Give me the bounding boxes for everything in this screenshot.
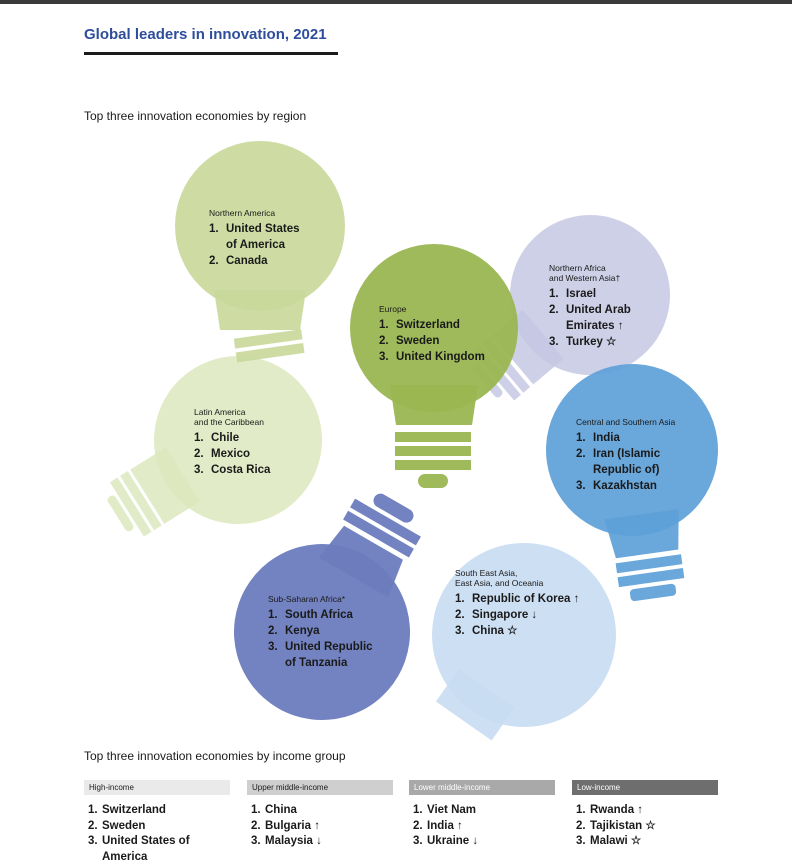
ranked-item [572, 834, 718, 850]
ranked-item [549, 286, 631, 302]
ranked-list [549, 286, 631, 350]
ranked-list [379, 317, 485, 365]
ranked-item [455, 607, 579, 623]
economy-name: United Kingdom [396, 351, 485, 363]
ranked-item [194, 462, 270, 478]
ranked-item [247, 834, 393, 850]
ranked-item [549, 302, 631, 334]
economy-name: United Arab Emirates ↑ [566, 304, 631, 332]
ranked-item [209, 221, 300, 253]
economy-name: Kazakhstan [593, 480, 657, 492]
ranked-item [247, 819, 393, 835]
rank-number: 2. [268, 625, 278, 637]
rank-number: 2. [413, 819, 423, 832]
ranked-item [247, 803, 393, 819]
economy-name: Bulgaria ↑ [265, 819, 320, 832]
ranked-item [576, 446, 675, 478]
income-group-upper-middle [247, 780, 393, 850]
region-northern-america [209, 208, 300, 269]
ranked-item [379, 349, 485, 365]
economy-name: Chile [211, 432, 240, 444]
economy-name: China [265, 804, 297, 816]
ranked-item [409, 819, 555, 835]
region-name: South East Asia, East Asia, and Oceania [455, 568, 544, 588]
rank-number: 2. [379, 335, 389, 347]
region-europe [379, 304, 485, 365]
ranked-item [549, 334, 631, 350]
economy-name: Mexico [211, 448, 250, 460]
economy-name: Singapore ↓ [472, 609, 538, 621]
regions-heading: Top three innovation economies by region [84, 109, 307, 123]
ranked-item [409, 803, 555, 819]
ranked-item [268, 639, 373, 671]
ranked-item [455, 623, 579, 639]
income-group-header: High-income [84, 780, 230, 795]
region-name: Europe [379, 304, 407, 314]
ranked-list [409, 803, 555, 850]
ranked-item [268, 623, 373, 639]
region-central-southern-asia [576, 417, 675, 494]
ranked-list [268, 607, 373, 671]
ranked-item [572, 819, 718, 835]
rank-number: 1. [268, 609, 278, 621]
economy-name: India ↑ [427, 819, 463, 832]
ranked-item [84, 819, 230, 835]
rank-number: 3. [251, 835, 261, 847]
economy-name: Costa Rica [211, 464, 271, 476]
rank-number: 2. [549, 304, 559, 316]
bulb-europe [350, 244, 518, 488]
rank-number: 1. [251, 804, 261, 816]
economy-name: Rwanda ↑ [590, 804, 644, 816]
rank-number: 1. [576, 432, 586, 444]
rank-number: 2. [576, 819, 586, 832]
economy-name: United States of America [226, 223, 300, 251]
rank-number: 1. [194, 432, 204, 444]
rank-number: 3. [413, 835, 423, 847]
rank-number: 3. [576, 835, 586, 847]
region-name: Sub-Saharan Africa* [268, 594, 346, 604]
income-group-header: Lower middle-income [409, 780, 555, 795]
economy-name: Sweden [396, 335, 440, 347]
region-name: Central and Southern Asia [576, 417, 676, 427]
economy-name: Switzerland [102, 804, 166, 816]
ranked-item [572, 803, 718, 819]
rank-number: 2. [576, 448, 586, 460]
ranked-list [84, 803, 230, 865]
rank-number: 3. [194, 464, 204, 476]
region-nafrica-wasia [549, 263, 631, 350]
economy-name: India [593, 432, 620, 444]
ranked-list [455, 591, 579, 639]
income-group-high [84, 780, 230, 865]
economy-name: Malawi ☆ [590, 835, 642, 847]
income-group-header: Upper middle-income [247, 780, 393, 795]
rank-number: 1. [209, 223, 219, 235]
economy-name: Canada [226, 255, 268, 267]
ranked-list [194, 430, 270, 478]
rank-number: 3. [379, 351, 389, 363]
economy-name: Switzerland [396, 319, 460, 331]
page-title: Global leaders in innovation, 2021 [84, 26, 327, 43]
ranked-item [379, 333, 485, 349]
ranked-item [194, 446, 270, 462]
economy-name: United States of America [102, 835, 190, 863]
rank-number: 1. [379, 319, 389, 331]
region-sub-saharan-africa [268, 594, 373, 671]
rank-number: 1. [413, 804, 423, 816]
ranked-item [379, 317, 485, 333]
ranked-item [194, 430, 270, 446]
ranked-list [209, 221, 300, 269]
economy-name: Kenya [285, 625, 320, 637]
rank-number: 2. [209, 255, 219, 267]
ranked-item [84, 834, 230, 865]
region-southeast-asia [455, 568, 579, 639]
economy-name: Israel [566, 288, 597, 300]
economy-name: Turkey ☆ [566, 336, 617, 348]
economy-name: South Africa [285, 609, 353, 621]
region-latin-america [194, 407, 270, 478]
economy-name: Iran (Islamic Republic of) [593, 448, 661, 476]
rank-number: 2. [251, 819, 261, 832]
rank-number: 3. [268, 641, 278, 653]
rank-number: 1. [576, 804, 586, 816]
economy-name: Viet Nam [427, 804, 477, 816]
rank-number: 3. [549, 336, 559, 348]
region-name: Northern Africa and Western Asia† [549, 263, 621, 283]
economy-name: Sweden [102, 819, 146, 832]
rank-number: 2. [455, 609, 465, 621]
rank-number: 3. [576, 480, 586, 492]
rank-number: 2. [88, 819, 98, 832]
ranked-item [409, 834, 555, 850]
rank-number: 2. [194, 448, 204, 460]
rank-number: 3. [455, 625, 465, 637]
region-name: Northern America [209, 208, 276, 218]
ranked-list [576, 430, 675, 494]
ranked-item [209, 253, 300, 269]
ranked-item [84, 803, 230, 819]
economy-name: Malaysia ↓ [265, 835, 322, 847]
rank-number: 1. [88, 804, 98, 816]
economy-name: Ukraine ↓ [427, 835, 479, 847]
ranked-list [572, 803, 718, 850]
income-group-low [572, 780, 718, 850]
rank-number: 1. [549, 288, 559, 300]
ranked-item [576, 478, 675, 494]
income-heading: Top three innovation economies by income group [84, 749, 346, 763]
ranked-item [268, 607, 373, 623]
ranked-list [247, 803, 393, 850]
income-group-header: Low-income [572, 780, 718, 795]
rank-number: 3. [88, 835, 98, 847]
economy-name: Republic of Korea ↑ [472, 593, 580, 605]
ranked-item [455, 591, 579, 607]
economy-name: Tajikistan ☆ [590, 819, 656, 832]
economy-name: United Republic of Tanzania [285, 641, 373, 669]
rank-number: 1. [455, 593, 465, 605]
income-group-lower-middle [409, 780, 555, 850]
economy-name: China ☆ [472, 625, 518, 637]
region-name: Latin America and the Caribbean [194, 407, 264, 427]
ranked-item [576, 430, 675, 446]
